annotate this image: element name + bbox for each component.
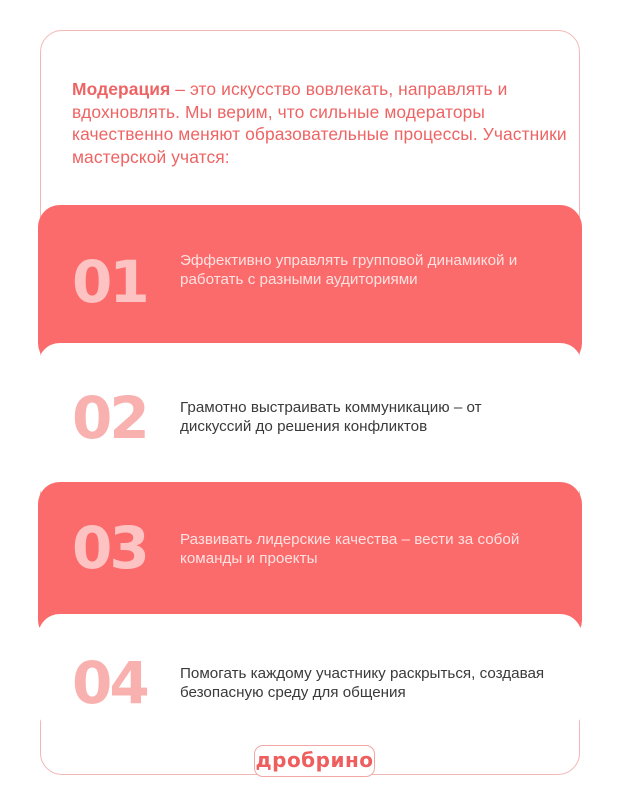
intro-paragraph xyxy=(72,78,572,168)
intro-bold-term: Модерация xyxy=(72,79,171,99)
item-number: 04 xyxy=(72,649,147,717)
item-text: Эффективно управлять групповой динамикой и работать с разными аудиториями xyxy=(180,252,518,288)
item-text: Грамотно выстраивать коммуникацию – от дискуссий до решения конфликтов xyxy=(180,399,482,435)
intro-text: – это искусство вовлекать, направлять и вдохновлять. Мы верим, что сильные модераторы качественно меняют образовательные процессы. Участники мастерской учатся: xyxy=(72,79,567,167)
item-number: 01 xyxy=(72,248,147,316)
list-item-02 xyxy=(38,343,582,503)
item-number: 02 xyxy=(72,384,147,452)
list-item-04 xyxy=(38,614,582,732)
item-number: 03 xyxy=(72,514,147,582)
item-text: Развивать лидерские качества – вести за собой команды и проекты xyxy=(180,531,520,567)
list-item-01 xyxy=(38,205,582,365)
brand-logo xyxy=(254,745,375,777)
brand-logo-text: дробрино xyxy=(255,748,374,772)
item-text: Помогать каждому участнику раскрыться, создавая безопасную среду для общения xyxy=(180,665,545,701)
